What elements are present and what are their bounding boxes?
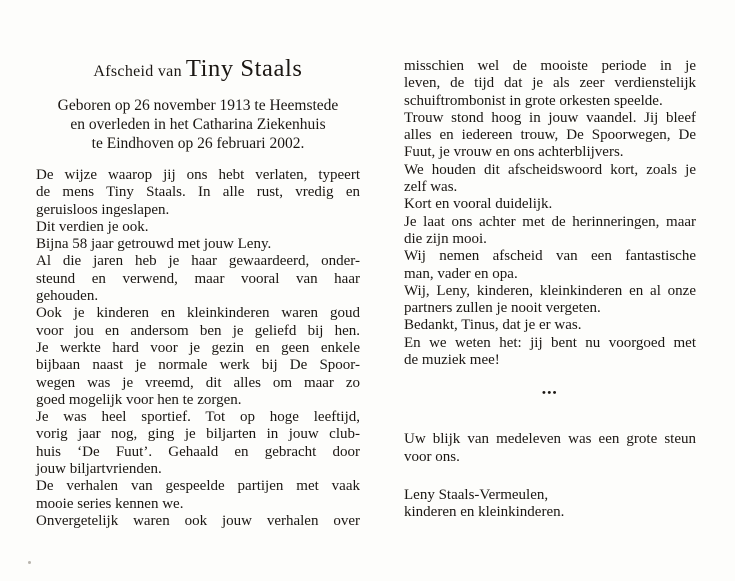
text-line: huis ‘De Fuut’. Gehaald en gebracht door <box>36 443 360 460</box>
text-line: Kort en vooral duidelijk. <box>404 196 553 213</box>
text-line: Trouw stond hoog in jouw vaandel. Jij bleef <box>404 109 696 126</box>
text-line: kinderen en kleinkinderen. <box>404 504 565 521</box>
text-line: Dit verdien je ook. <box>36 218 149 235</box>
scan-speck <box>28 561 31 564</box>
text-line: de mens Tiny Staals. In alle rust, vredig en <box>36 184 360 201</box>
left-column <box>36 54 360 530</box>
text-line: De wijze waarop jij ons hebt verlaten, typeert <box>36 167 360 183</box>
text-line: Ook je kinderen en kleinkinderen waren goud <box>36 305 360 322</box>
text-line: Onvergetelijk waren ook jouw verhalen over <box>36 512 360 529</box>
text-line: schuiftrombonist in grote orkesten speelde. <box>404 92 663 109</box>
text-line: voor ons. <box>404 448 460 465</box>
text-line: Geboren op 26 november 1913 te Heemstede <box>57 97 339 114</box>
text-line: alles en iedereen trouw, De Spoorwegen, De <box>404 127 696 144</box>
text-line: vorig jaar nog, ging je biljarten in jouw club- <box>36 426 360 443</box>
title-name: Tiny Staals <box>185 55 303 82</box>
text-line: man, vader en opa. <box>404 265 518 282</box>
text-line: de muziek mee! <box>404 352 500 369</box>
text-line: En we weten het: jij bent nu voorgoed met <box>404 334 696 351</box>
birth-death-info <box>36 96 360 153</box>
card-title <box>36 54 360 84</box>
text-line: Wij, Leny, kinderen, kleinkinderen en al onze <box>404 282 696 299</box>
text-line: goed mogelijk voor hen te zorgen. <box>36 391 242 408</box>
text-line: Uw blijk van medeleven was een grote steun <box>404 431 696 448</box>
text-line: Je werkte hard voor je gezin en geen enkele <box>36 339 360 356</box>
text-line: steund en verwend, maar vooral van haar <box>36 270 360 287</box>
text-line: Je laat ons achter met de herinneringen, maar <box>404 213 696 230</box>
text-line: te Eindhoven op 26 februari 2002. <box>91 135 305 152</box>
text-line: wegen was je vreemd, dit alles om maar zo <box>36 374 360 391</box>
text-line: jouw biljartvrienden. <box>36 461 162 478</box>
text-line: voor jou en andersom ben je geliefd bij hen. <box>36 322 360 339</box>
text-line: die zijn mooi. <box>404 230 487 247</box>
text-line: geruisloos ingeslapen. <box>36 201 170 218</box>
text-line: De verhalen van gespeelde partijen met vaak <box>36 478 360 495</box>
text-line: partners zullen je nooit vergeten. <box>404 300 601 317</box>
text-line: Leny Staals-Vermeulen, <box>404 486 549 503</box>
text-line: leven, de tijd dat je als zeer verdienstelijk <box>404 75 696 92</box>
text-line: Bijna 58 jaar getrouwd met jouw Leny. <box>36 236 272 253</box>
right-column-text <box>404 58 696 369</box>
text-line: misschien wel de mooiste periode in je <box>404 58 696 74</box>
text-line: gehouden. <box>36 288 99 305</box>
text-line: Wij nemen afscheid van een fantastische <box>404 248 696 265</box>
text-line: Fuut, je vrouw en ons achterblijvers. <box>404 144 624 161</box>
text-line: Al die jaren heb je haar gewaardeerd, onder- <box>36 253 360 270</box>
title-prefix: Afscheid van <box>93 63 182 80</box>
text-line: mooie series kennen we. <box>36 495 184 512</box>
left-column-text <box>36 167 360 530</box>
text-line: Bedankt, Tinus, dat je er was. <box>404 317 582 334</box>
text-line: zelf was. <box>404 179 458 196</box>
text-line: en overleden in het Catharina Ziekenhuis <box>70 116 326 133</box>
text-line: We houden dit afscheidswoord kort, zoals je <box>404 161 696 178</box>
text-line: bijbaan naast je normale werk bij De Spoor- <box>36 357 360 374</box>
signature-text <box>404 487 696 522</box>
condolence-text <box>404 431 696 466</box>
text-line: Je was heel sportief. Tot op hoge leeftijd, <box>36 409 360 426</box>
right-column <box>404 58 696 522</box>
ornament-separator: ••• <box>541 387 559 400</box>
